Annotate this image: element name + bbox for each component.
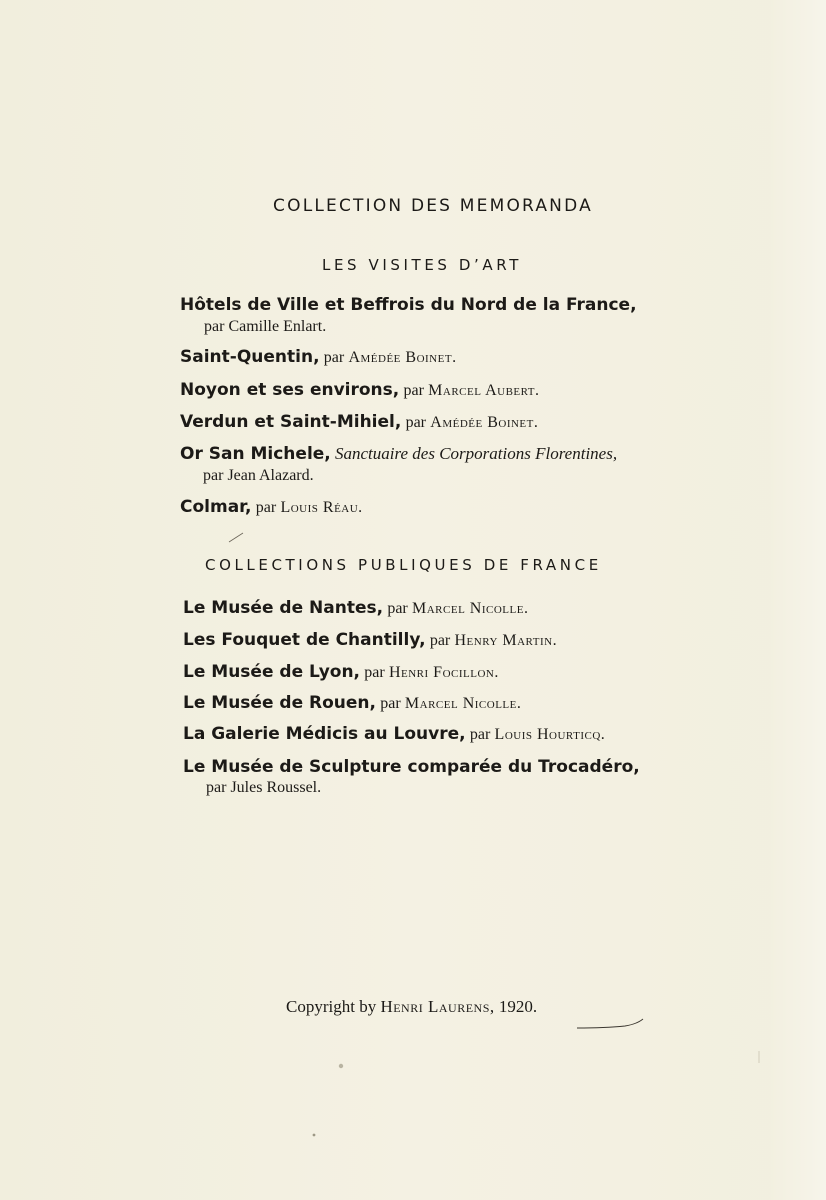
entry-author: Marcel Aubert.	[428, 382, 540, 399]
entry-par: par	[469, 726, 491, 743]
section-heading-collections: COLLECTIONS PUBLIQUES DE FRANCE	[205, 556, 602, 574]
entry-author: Camille Enlart.	[228, 318, 327, 335]
entry-author-line	[203, 467, 314, 485]
list-item	[180, 443, 617, 465]
entry-author: Henri Focillon.	[388, 664, 499, 681]
entry-title: Hôtels de Ville et Beffrois du Nord de la France,	[180, 295, 637, 315]
entry-par: par	[364, 664, 385, 681]
list-item	[183, 597, 528, 620]
list-item	[180, 411, 538, 434]
entry-title: Saint-Quentin,	[180, 347, 320, 367]
entry-title: Le Musée de Lyon,	[183, 662, 361, 682]
entry-title: Noyon et ses environs,	[180, 380, 400, 400]
section-heading-visites: LES VISITES D’ART	[322, 256, 522, 274]
entry-author: Louis Réau.	[280, 499, 363, 516]
pen-mark	[228, 531, 244, 543]
show-through-ghost-text	[250, 76, 630, 116]
list-item	[180, 346, 457, 369]
list-item	[180, 294, 637, 316]
copyright-prefix: Copyright by	[286, 997, 377, 1016]
entry-author: Marcel Nicolle.	[404, 695, 522, 712]
entry-par: par	[204, 318, 225, 335]
page-edge-shading	[766, 0, 826, 1200]
entry-title: Le Musée de Sculpture comparée du Trocadéro,	[183, 757, 640, 777]
list-item	[183, 692, 521, 715]
entry-title: Les Fouquet de Chantilly,	[183, 630, 426, 650]
entry-par: par	[387, 600, 408, 617]
entry-par: par	[255, 499, 277, 516]
list-item	[183, 661, 499, 684]
paper-speck	[336, 1060, 346, 1072]
entry-author: Amédée Boinet.	[348, 349, 457, 366]
entry-title: Or San Michele,	[180, 444, 331, 464]
paper-speck	[310, 1130, 318, 1140]
entry-author: Jules Roussel.	[230, 779, 322, 796]
entry-title: La Galerie Médicis au Louvre,	[183, 724, 466, 744]
entry-par: par	[403, 382, 424, 399]
list-item	[180, 379, 540, 402]
entry-par: par	[429, 632, 451, 649]
entry-title: Verdun et Saint-Mihiel,	[180, 412, 402, 432]
list-item	[183, 629, 557, 652]
entry-subtitle: Sanctuaire des Corporations Florentines,	[335, 444, 618, 463]
entry-par: par	[323, 349, 345, 366]
entry-title: Le Musée de Rouen,	[183, 693, 376, 713]
entry-author: Henry Martin.	[454, 632, 558, 649]
entry-par: par	[405, 414, 427, 431]
entry-author-line	[206, 779, 321, 797]
entry-author: Jean Alazard.	[227, 467, 314, 484]
list-item	[183, 723, 605, 746]
entry-title: Colmar,	[180, 497, 252, 517]
entry-author: Amédée Boinet.	[430, 414, 539, 431]
entry-title: Le Musée de Nantes,	[183, 598, 384, 618]
entry-author: Marcel Nicolle.	[412, 600, 529, 617]
paper-speck	[756, 1050, 762, 1064]
copyright-line	[286, 997, 537, 1017]
entry-author-line	[204, 318, 326, 336]
underline-flourish	[575, 1016, 645, 1030]
collection-title: COLLECTION DES MEMORANDA	[273, 196, 593, 216]
publisher-name: Henri Laurens,	[380, 997, 495, 1016]
entry-par: par	[203, 467, 224, 484]
entry-par: par	[206, 779, 227, 796]
entry-par: par	[380, 695, 401, 712]
list-item	[180, 496, 363, 519]
copyright-year: 1920.	[498, 997, 538, 1016]
list-item	[183, 756, 640, 778]
entry-author: Louis Hourticq.	[494, 726, 606, 743]
